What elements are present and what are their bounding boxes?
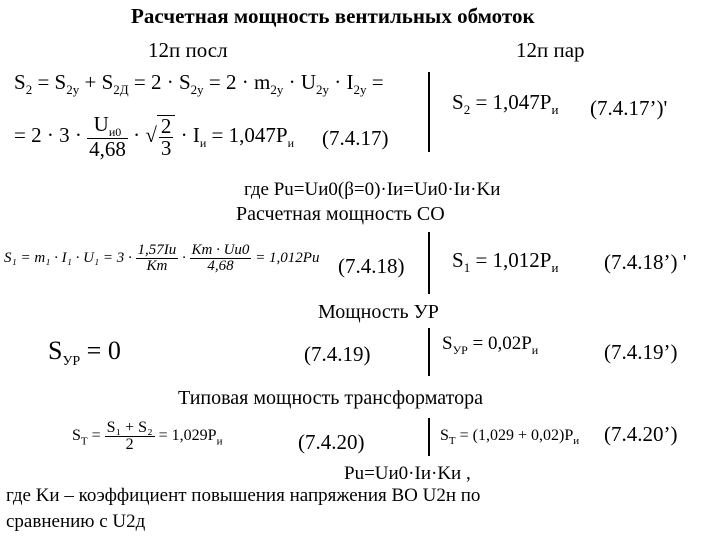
equation-label-7420p: (7.4.20’) xyxy=(604,422,678,446)
column-divider xyxy=(428,72,430,152)
equation-s1: S₁ = m₁ · I₁ · U₁ = 3 · $\frac{1,57Iи}{Kт}$ · $\frac{Kт \cdot Uи0}{4,68}$ = 1,012Pи xyxy=(4,242,320,274)
column-divider xyxy=(428,328,430,376)
equation-label-7419p: (7.4.19’) xyxy=(604,340,678,364)
footer-line-1: где Kи – коэффициент повышения напряжения ВО U2н по xyxy=(6,485,481,506)
slide-title: Расчетная мощность вентильных обмоток xyxy=(131,4,535,28)
equation-st-parallel: $S_Т = (1,029 + 0,02)P_и$ xyxy=(440,427,580,448)
equation-label-7417: (7.4.17) xyxy=(322,126,389,150)
section-heading-transformer: Типовая мощность трансформатора xyxy=(178,387,483,409)
column-label-series: 12п посл xyxy=(148,38,228,62)
equation-s2-line2: = 2 · 3 · $\frac{U_{и0}}{4,68}$ · √ $\frac{2}{3}$ · $I_и = 1,047P_и$ xyxy=(14,112,294,162)
footer-line-2: сравнению с U2д xyxy=(6,511,146,532)
equation-label-7418: (7.4.18) xyxy=(338,254,405,278)
equation-label-7420: (7.4.20) xyxy=(298,430,365,454)
equation-sur: $S_{УР} = 0$ xyxy=(48,336,121,370)
section-heading-ur: Мощность УР xyxy=(318,301,439,323)
equation-s1-parallel: $S_1 = 1,012P_и$ xyxy=(452,248,559,276)
pu-definition: где Рu=Uи0(β=0)·Iи=Uи0·Iи·Kи xyxy=(244,179,501,200)
column-divider xyxy=(428,418,430,456)
column-label-parallel: 12п пар xyxy=(516,38,585,62)
pu-formula: Рu=Uи0·Iи·Kи , xyxy=(344,463,471,484)
equation-label-7418p: (7.4.18’) ' xyxy=(604,250,687,274)
equation-sur-parallel: $S_{УР} = 0,02P_и$ xyxy=(442,333,539,357)
equation-st: $S_Т$ = $\frac{\text{S₁ + S₂}}{2}$ = $1,029P_и$ xyxy=(72,419,223,453)
equation-label-7417p: (7.4.17’)' xyxy=(590,96,668,120)
equation-s2-line1: $S_2 = S_{2у} + S_{2Д} = 2 \cdot S_{2у} = 2 \cdot m_{2у} \cdot U_{2у} \cdot I_{2у}$ = xyxy=(14,70,384,98)
equation-label-7419: (7.4.19) xyxy=(304,342,371,366)
column-divider xyxy=(428,232,430,294)
section-heading-so: Расчетная мощность СО xyxy=(236,203,445,225)
equation-s2-parallel: $S_2 = 1,047P_и$ xyxy=(452,90,559,118)
